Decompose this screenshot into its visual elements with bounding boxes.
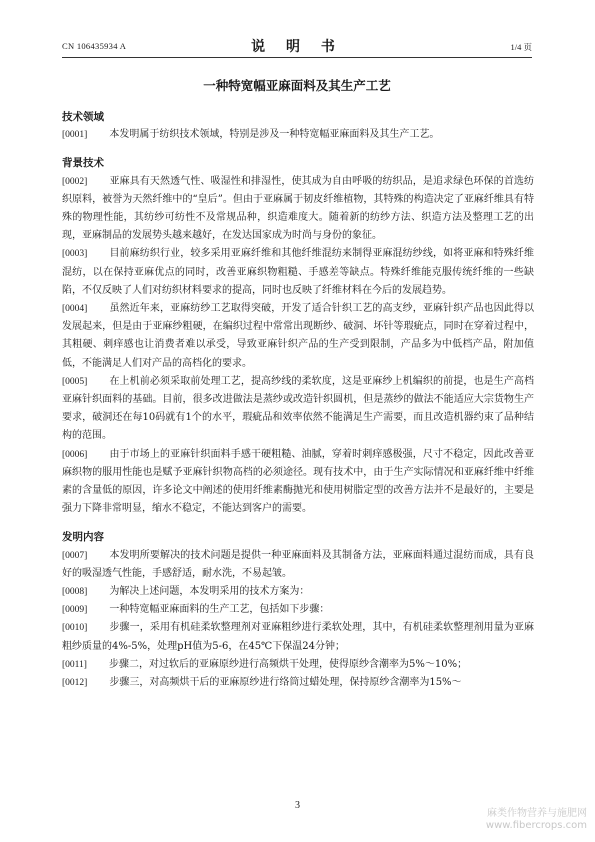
paragraph-number: [0009]	[62, 605, 88, 616]
paragraph-number: [0010]	[62, 623, 88, 634]
document-body	[62, 108, 534, 702]
paragraph-number: [0004]	[62, 304, 88, 315]
publication-number: CN 106435934 A	[62, 41, 127, 51]
paragraph	[62, 674, 534, 692]
paragraph-text: 步骤三，对高频烘干后的亚麻原纱进行络筒过蜡处理，保持原纱含潮率为15%～	[109, 677, 462, 689]
paragraph	[62, 173, 534, 246]
site-watermark	[486, 808, 587, 832]
section-background	[62, 154, 534, 518]
paragraph-text: 步骤二，对过软后的亚麻原纱进行高频烘干处理，使得原纱含潮率为5%～10%；	[108, 658, 468, 670]
paragraph	[62, 583, 534, 601]
section-heading: 背景技术	[62, 157, 104, 170]
paragraph	[62, 547, 534, 583]
paragraph-number: [0002]	[62, 176, 88, 187]
paragraph-number: [0008]	[62, 587, 88, 598]
paragraph-text: 本发明属于纺织技术领域，特别是涉及一种特宽幅亚麻面料及其生产工艺。	[109, 129, 440, 141]
paragraph-number: [0003]	[62, 249, 88, 260]
paragraph-number: [0011]	[62, 659, 87, 670]
paragraph	[62, 619, 534, 655]
paragraph	[62, 656, 534, 674]
paragraph-text: 为解决上述问题，本发明采用的技术方案为：	[109, 586, 310, 598]
paragraph	[62, 446, 534, 519]
document-title: 一种特宽幅亚麻面料及其生产工艺	[203, 78, 391, 93]
paragraph-text: 在上机前必须采取前处理工艺，提高纱线的柔软度，这是亚麻纱上机编织的前提，也是生产高档亚麻针织面料的基础。目前，很多改进做法是蒸纱或改造针织圆机，但是蒸纱的做法不能适应大宗货物生产要求，破洞还在每10码就有1个的水平，瑕疵品和效率依然不能满足生产需要，而且改造机器约束了品种结构的范围。	[62, 375, 534, 442]
paragraph-text: 虽然近年来，亚麻纺纱工艺取得突破，开发了适合针织工艺的高支纱，亚麻针织产品也因此得以发展起来，但是由于亚麻纱粗硬，在编织过程中常常出现断纱、破洞、坏针等瑕疵点，同时在穿着过程中，其粗硬、刺痒感也让消费者难以承受，导致亚麻针织产品的生产受到限制，产品多为中低档产品，附加值低，不能满足人们对产品的高档化的要求。	[62, 303, 534, 369]
watermark-site-name: 麻类作物营养与施肥网	[487, 808, 587, 819]
paragraph-number: [0001]	[62, 130, 88, 141]
paragraph-number: [0012]	[62, 678, 88, 689]
page-indicator: 1/4 页	[510, 42, 532, 52]
paragraph-number: [0005]	[62, 376, 88, 387]
page-number: 3	[295, 800, 300, 811]
section-heading: 发明内容	[62, 531, 104, 544]
page-header	[62, 36, 532, 56]
paragraph	[62, 601, 534, 619]
section-summary	[62, 528, 534, 692]
paragraph	[62, 245, 534, 300]
watermark-url: www.fibercrops.com	[485, 820, 587, 831]
paragraph	[62, 126, 534, 144]
paragraph	[62, 300, 534, 373]
section-technical-field	[62, 108, 534, 144]
document-type-title: 说 明 书	[251, 39, 343, 55]
paragraph-text: 亚麻具有天然透气性、吸湿性和排湿性，使其成为自由呼吸的纺织品，是追求绿色环保的首选纺织原料，被誉为天然纤维中的“皇后”。但由于亚麻属于韧皮纤维植物，其特殊的构造决定了亚麻纤维具有特殊的物理性能，其纺纱可纺性不及常规品种，织造难度大。随着新的纺纱方法、织造方法及整理工艺的出现，亚麻制品的发展势头越来越好，在发达国家成为时尚与身份的象征。	[62, 175, 534, 242]
paragraph-number: [0006]	[62, 449, 88, 460]
paragraph-text: 由于市场上的亚麻针织面料手感干硬粗糙、油腻，穿着时刺痒感极强，尺寸不稳定，因此改善亚麻织物的服用性能也是赋予亚麻针织物高档的必须途径。现有技术中，由于生产实际情况和亚麻纤维中纤维素的含量低的原因，许多论文中阐述的使用纤维素酶抛光和使用树脂定型的改善方法并不是最好的，主要是强力下降非常明显，缩水不稳定，不能达到客户的需要。	[62, 448, 534, 515]
paragraph	[62, 373, 534, 446]
header-divider	[62, 57, 532, 58]
paragraph-text: 步骤一，采用有机硅柔软整理剂对亚麻粗纱进行柔软处理，其中，有机硅柔软整理剂用量为亚麻粗纱质量的4%-5%，处理pH值为5-6，在45℃下保温24分钟；	[62, 622, 534, 652]
paragraph-number: [0007]	[62, 550, 88, 561]
paragraph-text: 一种特宽幅亚麻面料的生产工艺，包括如下步骤：	[109, 604, 330, 616]
paragraph-text: 目前麻纺织行业，较多采用亚麻纤维和其他纤维混纺来制得亚麻混纺纱线，如将亚麻和特殊纤维混纺，以在保持亚麻优点的同时，改善亚麻织物粗糙、手感差等缺点。特殊纤维能克服传统纤维的一些缺陷，不仅反映了人们对纺织材料要求的提高，同时也反映了纤维材料在今后的发展趋势。	[62, 248, 534, 296]
paragraph-text: 本发明所要解决的技术问题是提供一种亚麻面料及其制备方法，亚麻面料通过混纺而成，具有良好的吸湿透气性能，手感舒适，耐水洗，不易起皱。	[62, 549, 534, 579]
section-heading: 技术领域	[62, 111, 104, 123]
